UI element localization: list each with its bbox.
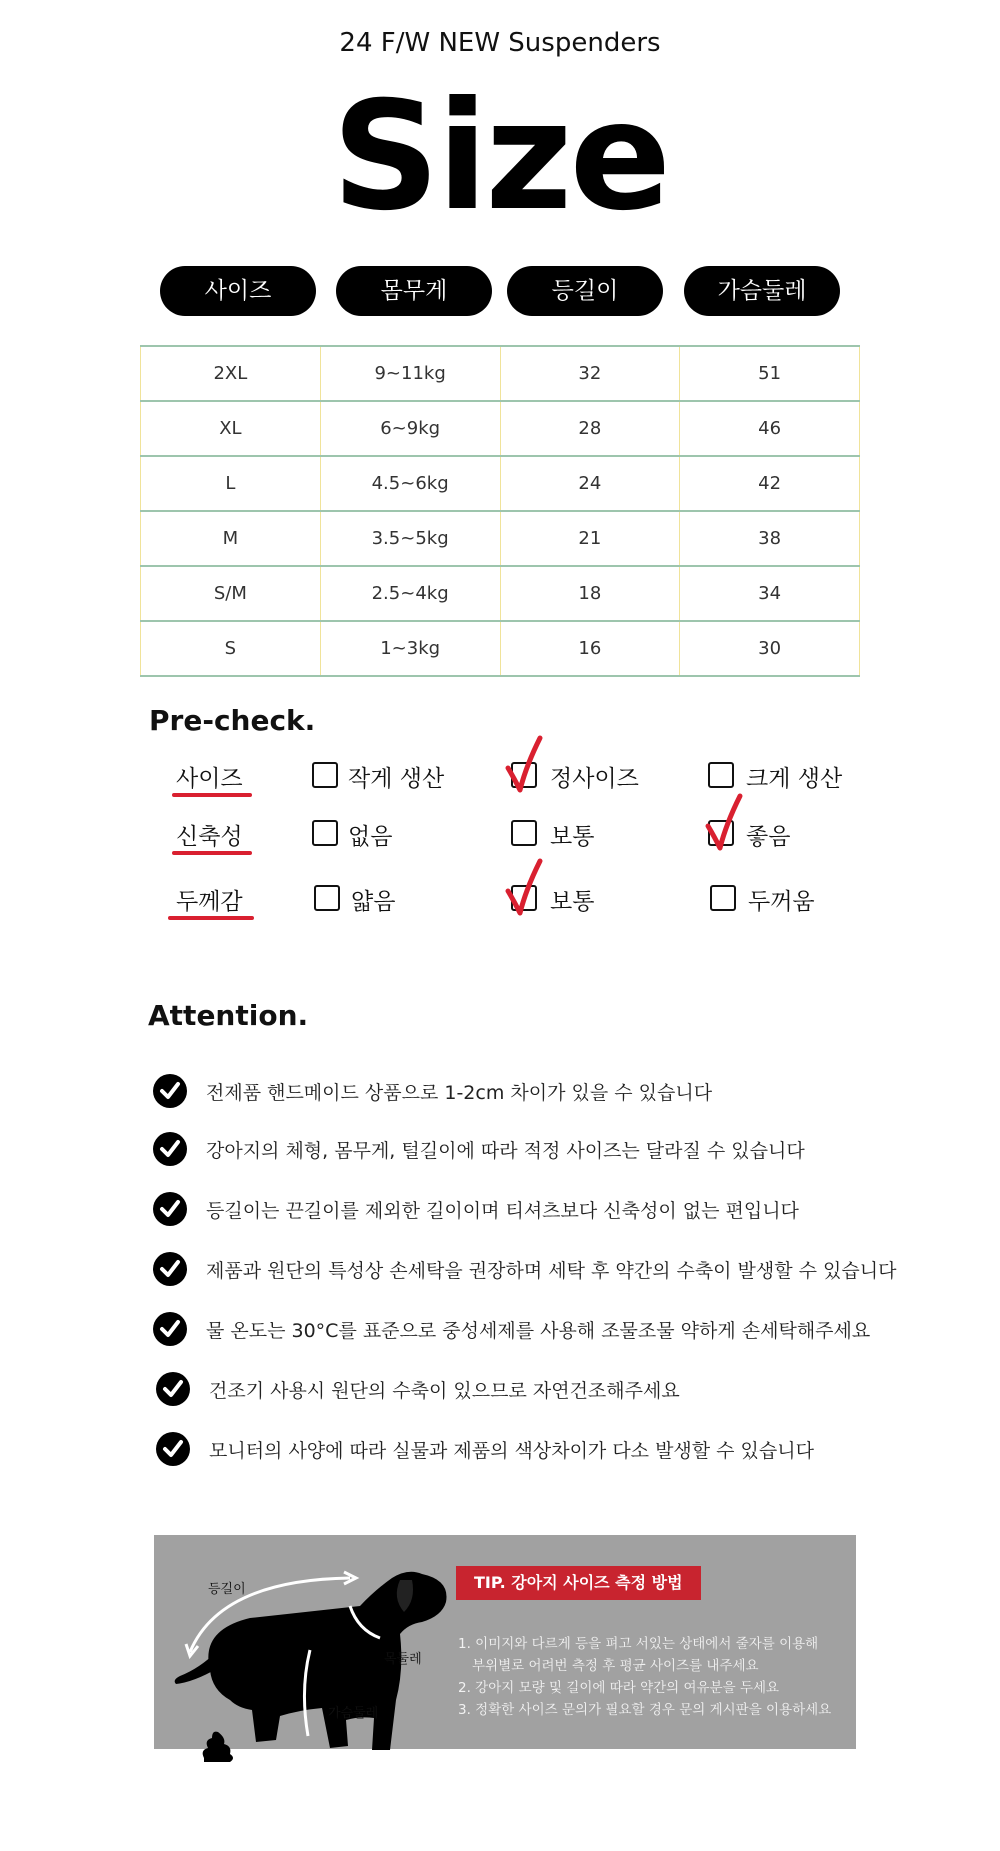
- precheck-label-elasticity: 신축성: [176, 824, 243, 850]
- table-cell: S: [141, 621, 321, 676]
- table-cell: 21: [500, 511, 680, 566]
- attention-text: 제품과 원단의 특성상 손세탁을 권장하며 세탁 후 약간의 수축이 발생할 수 있습니다: [206, 1260, 897, 1282]
- page-subtitle: 24 F/W NEW Suspenders: [339, 28, 661, 58]
- table-row: [141, 511, 860, 566]
- table-cell: L: [141, 456, 321, 511]
- table-cell: 51: [680, 346, 860, 401]
- option-label: 보통: [550, 824, 595, 850]
- check-circle-icon: [153, 1312, 187, 1346]
- header-pill-chest: 가슴둘레: [684, 266, 840, 316]
- table-cell: S/M: [141, 566, 321, 621]
- checkbox[interactable]: [708, 762, 734, 788]
- red-underline: [172, 851, 252, 855]
- page-title: Size: [331, 70, 669, 244]
- table-cell: 32: [500, 346, 680, 401]
- checkbox[interactable]: [314, 885, 340, 911]
- table-cell: 46: [680, 401, 860, 456]
- table-cell: 38: [680, 511, 860, 566]
- option-label: 보통: [550, 889, 595, 915]
- table-cell: XL: [141, 401, 321, 456]
- option-label: 크게 생산: [746, 766, 843, 792]
- attention-text: 강아지의 체형, 몸무게, 털길이에 따라 적정 사이즈는 달라질 수 있습니다: [206, 1140, 805, 1162]
- attention-text: 모니터의 사양에 따라 실물과 제품의 색상차이가 다소 발생할 수 있습니다: [209, 1440, 814, 1462]
- attention-text: 전제품 핸드메이드 상품으로 1-2cm 차이가 있을 수 있습니다: [206, 1082, 713, 1104]
- label-neck: 목둘레: [384, 1652, 422, 1667]
- table-cell: 1~3kg: [320, 621, 500, 676]
- table-cell: 34: [680, 566, 860, 621]
- option-label: 두꺼움: [748, 889, 815, 915]
- red-checkmark-icon: [500, 853, 550, 923]
- table-row: [141, 566, 860, 621]
- red-underline: [168, 916, 254, 920]
- table-cell: 16: [500, 621, 680, 676]
- label-chest: 가슴둘레: [328, 1706, 379, 1721]
- table-cell: 24: [500, 456, 680, 511]
- table-cell: 9~11kg: [320, 346, 500, 401]
- check-circle-icon: [153, 1132, 187, 1166]
- table-cell: 2XL: [141, 346, 321, 401]
- table-row: [141, 456, 860, 511]
- table-cell: 28: [500, 401, 680, 456]
- precheck-label-size: 사이즈: [176, 766, 243, 792]
- table-row: [141, 621, 860, 676]
- header-pill-weight: 몸무게: [336, 266, 492, 316]
- check-circle-icon: [156, 1432, 190, 1466]
- checkbox[interactable]: [710, 885, 736, 911]
- red-checkmark-icon: [700, 788, 750, 858]
- table-cell: 4.5~6kg: [320, 456, 500, 511]
- table-row: [141, 401, 860, 456]
- tip-badge: TIP. 강아지 사이즈 측정 방법: [456, 1566, 701, 1600]
- tip-line: 2. 강아지 모량 및 길이에 따라 약간의 여유분을 두세요: [458, 1680, 780, 1696]
- attention-title: Attention.: [148, 999, 309, 1032]
- checkbox[interactable]: [312, 820, 338, 846]
- header-pill-size: 사이즈: [160, 266, 316, 316]
- red-checkmark-icon: [500, 730, 550, 800]
- table-row: [141, 346, 860, 401]
- attention-text: 물 온도는 30°C를 표준으로 중성세제를 사용해 조물조물 약하게 손세탁해주세요: [206, 1320, 871, 1342]
- size-table: [140, 345, 860, 677]
- table-cell: 2.5~4kg: [320, 566, 500, 621]
- checkbox[interactable]: [312, 762, 338, 788]
- attention-text: 등길이는 끈길이를 제외한 길이이며 티셔츠보다 신축성이 없는 편입니다: [206, 1200, 799, 1222]
- option-label: 작게 생산: [348, 766, 445, 792]
- tip-line: 부위별로 어려번 측정 후 평균 사이즈를 내주세요: [472, 1658, 759, 1674]
- check-circle-icon: [153, 1192, 187, 1226]
- red-underline: [172, 793, 252, 797]
- table-cell: 18: [500, 566, 680, 621]
- tip-line: 3. 정확한 사이즈 문의가 필요할 경우 문의 게시판을 이용하세요: [458, 1702, 832, 1718]
- option-label: 얇음: [351, 889, 396, 915]
- attention-text: 건조기 사용시 원단의 수축이 있으므로 자연건조해주세요: [209, 1380, 680, 1402]
- option-label: 좋음: [746, 824, 791, 850]
- option-label: 정사이즈: [550, 766, 639, 792]
- table-cell: 30: [680, 621, 860, 676]
- table-cell: 42: [680, 456, 860, 511]
- header-pill-back-length: 등길이: [507, 266, 663, 316]
- tip-line: 1. 이미지와 다르게 등을 펴고 서있는 상태에서 줄자를 이용해: [458, 1636, 819, 1652]
- precheck-label-thickness: 두께감: [176, 889, 243, 915]
- check-circle-icon: [153, 1074, 187, 1108]
- table-cell: 6~9kg: [320, 401, 500, 456]
- checkbox[interactable]: [511, 820, 537, 846]
- check-circle-icon: [156, 1372, 190, 1406]
- option-label: 없음: [348, 824, 393, 850]
- label-back-length: 등길이: [208, 1582, 246, 1597]
- table-cell: M: [141, 511, 321, 566]
- precheck-title: Pre-check.: [149, 704, 316, 737]
- check-circle-icon: [153, 1252, 187, 1286]
- table-cell: 3.5~5kg: [320, 511, 500, 566]
